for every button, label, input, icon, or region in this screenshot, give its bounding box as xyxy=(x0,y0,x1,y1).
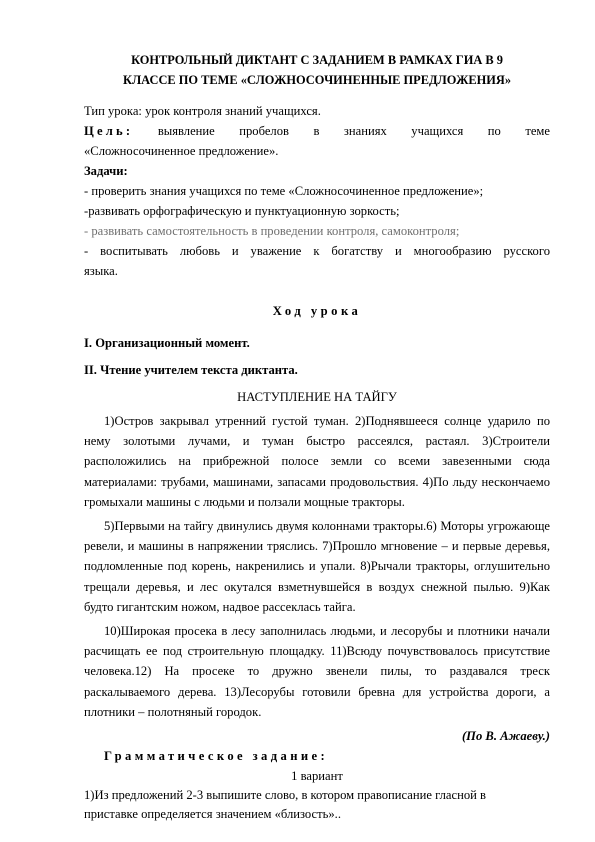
goal-line-2: «Сложносочиненное предложение». xyxy=(84,144,279,158)
grammar-task-line-1: 1)Из предложений 2-3 выпишите слово, в котором правописание гласной в xyxy=(84,788,486,803)
task-item-1: - проверить знания учащихся по теме «Сложносочиненное предложение»; xyxy=(84,184,484,198)
dictation-paragraph-1: 1)Остров закрывал утренний густой туман. 2)Поднявшееся солнце ударило по нему золотыми лучами, и туман быстро рассеялся, растаял. 3)Строители расположились на прибрежной полосе земли со всеми завезенными сюда материалами: трубами, машинами, запасами продовольствия. 4)По льду нескончаемо громыхали машины с людьми и ползали мощные тракторы. xyxy=(84,414,550,509)
dictation-paragraph-2: 5)Первыми на тайгу двинулись двумя колоннами тракторы.6) Моторы угрожающе ревели, и машины в напряжении тряслись. 7)Прошло мгновение – и первые деревья, подломленные под корень, накренились и упали. 8)Рычали тракторы, оглушительно трещали деревья, и лес окутался взметнувшейся в воздух снежной пылью. 9)Как будто гигантским ножом, надвое рассеклась тайга. xyxy=(84,519,550,614)
task-item-4-cont: языка. xyxy=(84,264,118,278)
tasks-label: Задачи: xyxy=(84,164,128,178)
task-item-3: - развивать самостоятельность в проведении контроля, самоконтроля; xyxy=(84,224,460,238)
lesson-type xyxy=(84,101,550,121)
dictation-paragraph-3: 10)Широкая просека в лесу заполнилась людьми, и лесорубы и плотники начали расчищать ее под строительную площадку. 11)Всюду почувствовалось присутствие человека.12) На просеке то дружно звенели пилы, то раздавался треск раскалываемого дерева. 13)Лесорубы готовили бревна для устройства дороги, а плотники – полотняный городок. xyxy=(84,624,550,719)
stage-1: I. Организационный момент. xyxy=(84,336,250,350)
lesson-type-label: Тип урока: xyxy=(84,104,142,118)
task-item-4: - воспитывать любовь и уважение к богатству и многообразию русского xyxy=(84,244,550,258)
stage-2: II. Чтение учителем текста диктанта. xyxy=(84,363,298,377)
grammar-heading: Грамматическое задание: xyxy=(104,749,329,764)
goal-label: Цель: xyxy=(84,124,134,138)
title-line-2: КЛАССЕ ПО ТЕМЕ «СЛОЖНОСОЧИНЕННЫЕ ПРЕДЛОЖЕНИЯ» xyxy=(122,73,512,87)
lesson-type-value: урок контроля знаний учащихся. xyxy=(141,104,321,118)
dictation-source: (По В. Ажаеву.) xyxy=(461,729,550,744)
goal-text-1: выявление пробелов в знаниях учащихся по теме xyxy=(133,124,550,138)
variant-label: 1 вариант xyxy=(291,769,343,784)
grammar-task-line-2: приставке определяется значением «близость».. xyxy=(84,807,341,822)
document-title xyxy=(84,50,550,90)
goal-line-1 xyxy=(84,121,550,141)
lesson-flow-heading: Ход урока xyxy=(272,304,362,318)
document-body xyxy=(84,50,550,824)
title-line-1: КОНТРОЛЬНЫЙ ДИКТАНТ С ЗАДАНИЕМ В РАМКАХ ГИА В 9 xyxy=(131,53,503,67)
task-item-2: -развивать орфографическую и пунктуационную зоркость; xyxy=(84,204,400,218)
dictation-title: НАСТУПЛЕНИЕ НА ТАЙГУ xyxy=(237,390,397,404)
